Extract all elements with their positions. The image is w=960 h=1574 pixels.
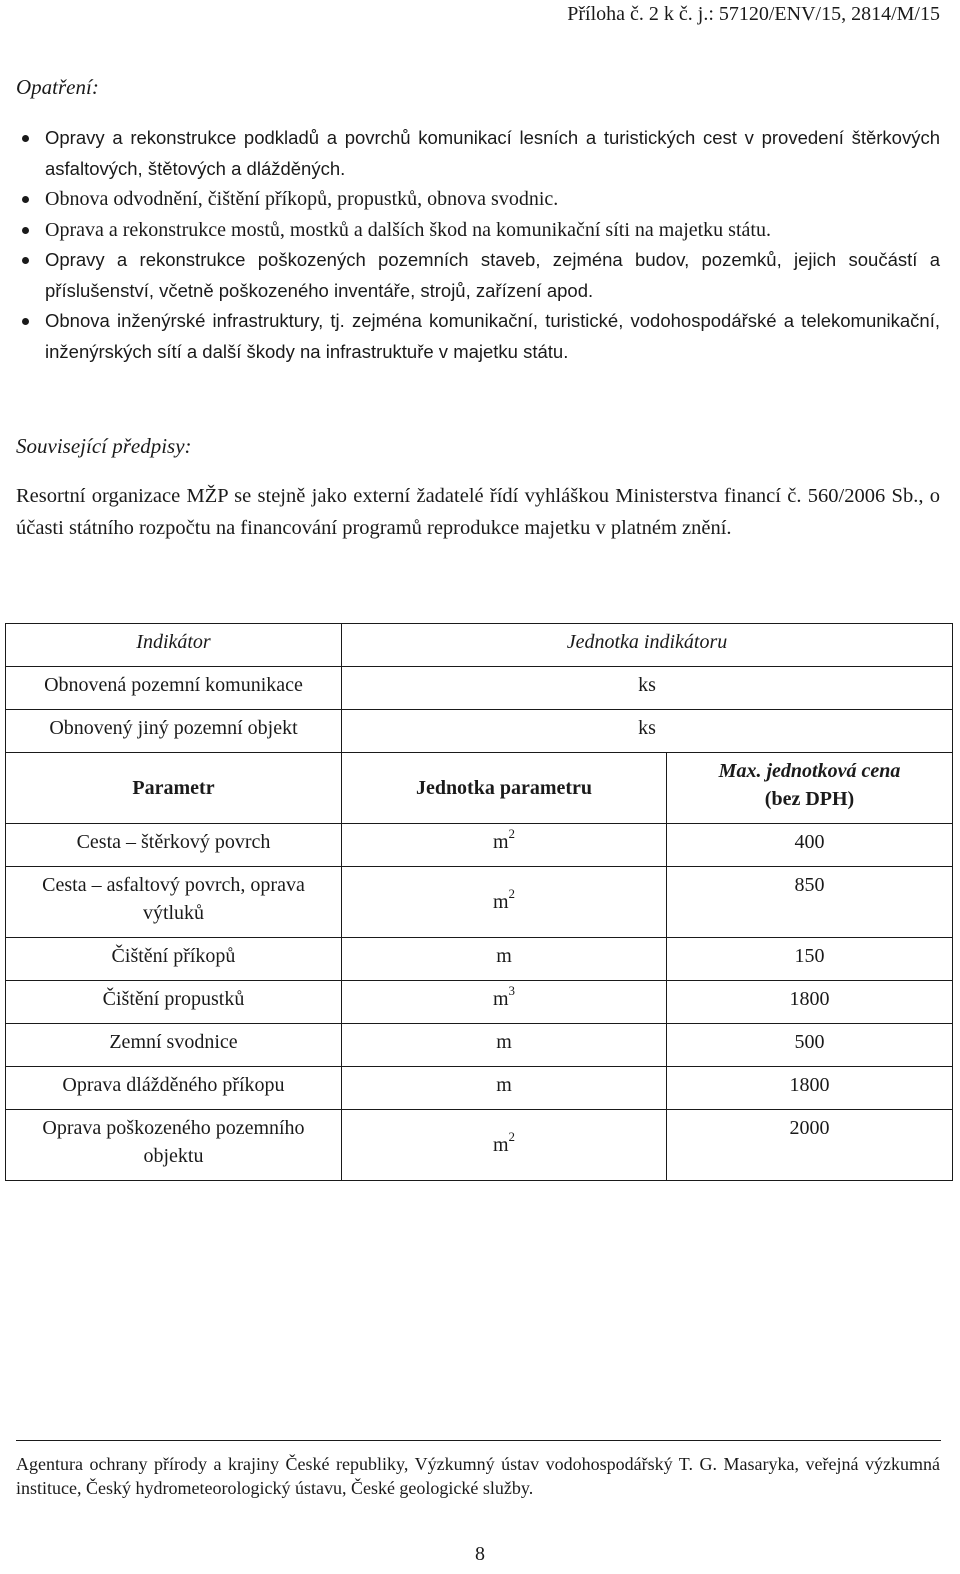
table-cell: Obnovený jiný pozemní objekt [6,710,342,753]
table-cell: ks [342,710,953,753]
column-header-parameter: Parametr [6,753,342,824]
table-cell: Čištění příkopů [6,938,342,981]
table-cell: Oprava dlážděného příkopu [6,1067,342,1110]
page-number: 8 [475,1543,485,1565]
list-item: Opravy a rekonstrukce poškozených pozemních staveb, zejména budov, pozemků, jejich součástí a příslušenství, včetně poškozeného inventáře, strojů, zařízení apod. [16,245,940,306]
measures-list [16,123,940,367]
table-row [6,1067,953,1110]
column-header-max-price [667,753,953,824]
table-cell: Oprava poškozeného pozemního objektu [6,1110,342,1181]
table-cell: 850 [667,867,953,938]
list-item: Oprava a rekonstrukce mostů, mostků a dalších škod na komunikační síti na majetku státu. [16,215,940,246]
measures-heading: Opatření: [16,75,99,99]
table-cell: Cesta – štěrkový povrch [6,824,342,867]
table-cell: 2000 [667,1110,953,1181]
max-price-note: (bez DPH) [764,788,855,810]
table-cell: m [342,1024,667,1067]
table-cell: 1800 [667,1067,953,1110]
footer-divider [16,1440,941,1441]
table-cell: $m^2$ [342,824,667,867]
max-price-label: Max. jednotková cena [718,760,901,782]
table-cell: Cesta – asfaltový povrch, oprava výtluků [6,867,342,938]
table-row [6,938,953,981]
table-cell: 500 [667,1024,953,1067]
column-header-indicator-unit: Jednotka indikátoru [342,624,953,667]
table-cell: m [342,1067,667,1110]
table-row [6,1024,953,1067]
list-item: Obnova inženýrské infrastruktury, tj. zejména komunikační, turistické, vodohospodářské a telekomunikační, inženýrských sítí a další škody na infrastruktuře v majetku státu. [16,306,940,367]
list-item: Opravy a rekonstrukce podkladů a povrchů komunikací lesních a turistických cest v provedení štěrkových asfaltových, štětových a dlážděných. [16,123,940,184]
table-cell: Obnovená pozemní komunikace [6,667,342,710]
table-cell: Zemní svodnice [6,1024,342,1067]
table-cell: $m^2$ [342,1110,667,1181]
table-row [6,981,953,1024]
regulations-paragraph: Resortní organizace MŽP se stejně jako externí žadatelé řídí vyhláškou Ministerstva financí č. 560/2006 Sb., o účasti státního rozpočtu na financování programů reprodukce majetku v platném znění. [16,485,940,539]
table-cell: 150 [667,938,953,981]
footer-note: Agentura ochrany přírody a krajiny České republiky, Výzkumný ústav vodohospodářský T. G. Masaryka, veřejná výzkumná instituce, Český hydrometeorologický ústavu, České geologické služby. [16,1454,940,1498]
table-row [6,1110,953,1181]
regulations-heading: Související předpisy: [16,434,192,458]
table-cell: Čištění propustků [6,981,342,1024]
table-row [6,867,953,938]
table-cell: $m^3$ [342,981,667,1024]
list-item: Obnova odvodnění, čištění příkopů, propustků, obnova svodnic. [16,184,940,215]
document-reference: Příloha č. 2 k č. j.: 57120/ENV/15, 2814/M/15 [567,3,940,25]
table-cell: ks [342,667,953,710]
table-row [6,824,953,867]
table-cell: $m^2$ [342,867,667,938]
indicator-parameter-table [5,623,953,1181]
table-cell: m [342,938,667,981]
table-cell: 1800 [667,981,953,1024]
column-header-indicator: Indikátor [6,624,342,667]
table-cell: 400 [667,824,953,867]
column-header-parameter-unit: Jednotka parametru [342,753,667,824]
